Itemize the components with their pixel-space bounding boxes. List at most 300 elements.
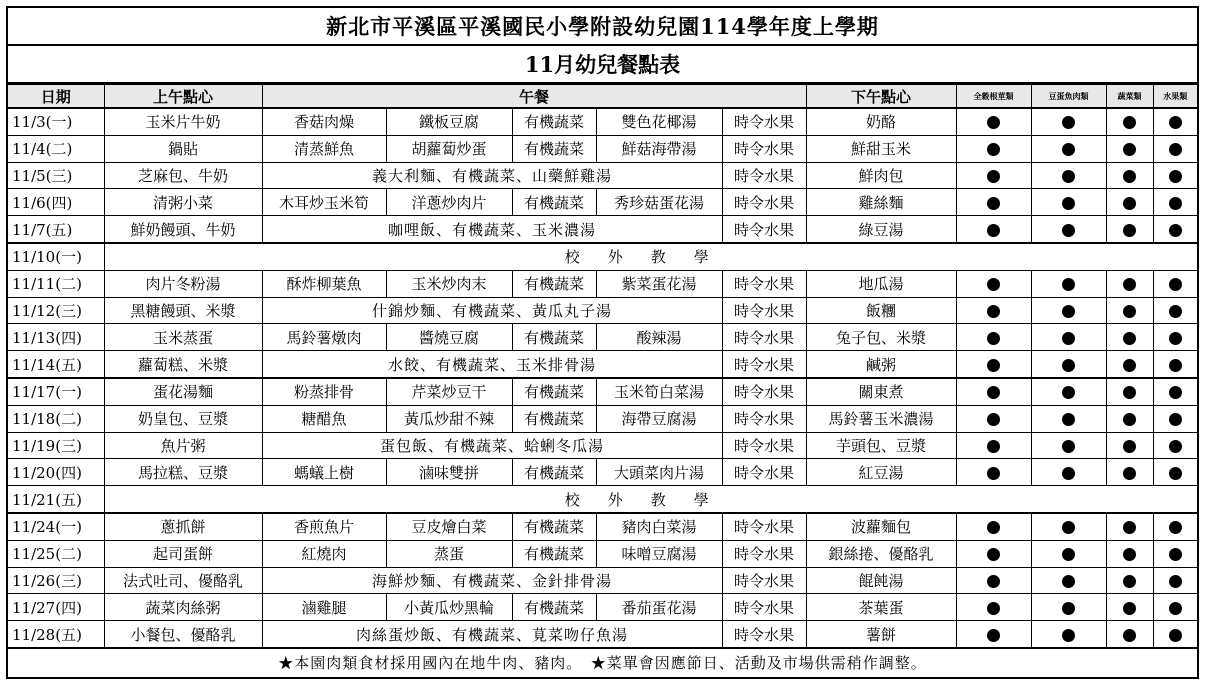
menu-row xyxy=(8,459,1197,486)
protein-check-cell xyxy=(1031,297,1106,324)
am-snack-cell: 蛋花湯麵 xyxy=(104,378,262,405)
fruit-check-cell xyxy=(1153,270,1197,297)
lunch-side-cell: 玉米炒肉末 xyxy=(386,270,512,297)
lunch-fruit-cell: 時令水果 xyxy=(722,459,806,486)
am-snack-cell: 芝麻包、牛奶 xyxy=(104,162,262,189)
filled-dot-icon xyxy=(1123,548,1136,561)
menu-row xyxy=(8,513,1197,540)
pm-snack-cell: 芋頭包、豆漿 xyxy=(806,432,956,459)
lunch-fruit-cell: 時令水果 xyxy=(722,432,806,459)
lunch-combined-cell: 什錦炒麵、有機蔬菜、黃瓜丸子湯 xyxy=(262,297,722,324)
pm-snack-cell: 飯糰 xyxy=(806,297,956,324)
lunch-fruit-cell: 時令水果 xyxy=(722,135,806,162)
filled-dot-icon xyxy=(987,575,1000,588)
filled-dot-icon xyxy=(1062,359,1075,372)
menu-row xyxy=(8,216,1197,243)
date-cell: 11/26(三) xyxy=(8,567,104,594)
date-cell: 11/11(二) xyxy=(8,270,104,297)
lunch-combined-cell: 海鮮炒麵、有機蔬菜、金針排骨湯 xyxy=(262,567,722,594)
filled-dot-icon xyxy=(1062,116,1075,129)
grains-check-cell xyxy=(956,351,1031,378)
header-lunch: 午餐 xyxy=(262,85,806,109)
vegetables-check-cell xyxy=(1106,108,1153,135)
filled-dot-icon xyxy=(1123,386,1136,399)
filled-dot-icon xyxy=(987,413,1000,426)
grains-check-cell xyxy=(956,405,1031,432)
vegetables-check-cell xyxy=(1106,189,1153,216)
protein-check-cell xyxy=(1031,459,1106,486)
menu-row xyxy=(8,135,1197,162)
pm-snack-cell: 餛飩湯 xyxy=(806,567,956,594)
menu-row xyxy=(8,594,1197,621)
filled-dot-icon xyxy=(1123,197,1136,210)
pm-snack-cell: 鹹粥 xyxy=(806,351,956,378)
protein-check-cell xyxy=(1031,540,1106,567)
lunch-side-cell: 洋蔥炒肉片 xyxy=(386,189,512,216)
lunch-soup-cell: 豬肉白菜湯 xyxy=(596,513,722,540)
lunch-soup-cell: 雙色花椰湯 xyxy=(596,108,722,135)
grains-check-cell xyxy=(956,108,1031,135)
pm-snack-cell: 鮮甜玉米 xyxy=(806,135,956,162)
protein-check-cell xyxy=(1031,189,1106,216)
protein-check-cell xyxy=(1031,108,1106,135)
pm-snack-cell: 關東煮 xyxy=(806,378,956,405)
header-pm-snack: 下午點心 xyxy=(806,85,956,109)
date-cell: 11/13(四) xyxy=(8,324,104,351)
lunch-vegetable-cell: 有機蔬菜 xyxy=(512,189,596,216)
grains-check-cell xyxy=(956,135,1031,162)
lunch-fruit-cell: 時令水果 xyxy=(722,540,806,567)
grains-check-cell xyxy=(956,432,1031,459)
filled-dot-icon xyxy=(1123,332,1136,345)
lunch-combined-cell: 義大利麵、有機蔬菜、山藥鮮雞湯 xyxy=(262,162,722,189)
am-snack-cell: 蘿蔔糕、米漿 xyxy=(104,351,262,378)
lunch-vegetable-cell: 有機蔬菜 xyxy=(512,108,596,135)
date-cell: 11/14(五) xyxy=(8,351,104,378)
menu-row xyxy=(8,621,1197,648)
filled-dot-icon xyxy=(1062,548,1075,561)
fruit-check-cell xyxy=(1153,297,1197,324)
fruit-check-cell xyxy=(1153,135,1197,162)
filled-dot-icon xyxy=(1062,413,1075,426)
filled-dot-icon xyxy=(987,467,1000,480)
lunch-side-cell: 黃瓜炒甜不辣 xyxy=(386,405,512,432)
date-cell: 11/20(四) xyxy=(8,459,104,486)
lunch-main-cell: 清蒸鮮魚 xyxy=(262,135,386,162)
fruit-check-cell xyxy=(1153,621,1197,648)
pm-snack-cell: 銀絲捲、優酪乳 xyxy=(806,540,956,567)
filled-dot-icon xyxy=(987,197,1000,210)
filled-dot-icon xyxy=(1169,602,1182,615)
lunch-soup-cell: 鮮菇海帶湯 xyxy=(596,135,722,162)
lunch-side-cell: 鐵板豆腐 xyxy=(386,108,512,135)
menu-row xyxy=(8,432,1197,459)
am-snack-cell: 清粥小菜 xyxy=(104,189,262,216)
filled-dot-icon xyxy=(1123,116,1136,129)
filled-dot-icon xyxy=(1123,521,1136,534)
filled-dot-icon xyxy=(1062,197,1075,210)
filled-dot-icon xyxy=(1062,143,1075,156)
filled-dot-icon xyxy=(1169,305,1182,318)
filled-dot-icon xyxy=(1123,575,1136,588)
fruit-check-cell xyxy=(1153,513,1197,540)
menu-row xyxy=(8,378,1197,405)
protein-check-cell xyxy=(1031,216,1106,243)
fruit-check-cell xyxy=(1153,189,1197,216)
pm-snack-cell: 兔子包、米漿 xyxy=(806,324,956,351)
filled-dot-icon xyxy=(1123,305,1136,318)
lunch-vegetable-cell: 有機蔬菜 xyxy=(512,513,596,540)
menu-row xyxy=(8,540,1197,567)
protein-check-cell xyxy=(1031,432,1106,459)
lunch-combined-cell: 咖哩飯、有機蔬菜、玉米濃湯 xyxy=(262,216,722,243)
fruit-check-cell xyxy=(1153,594,1197,621)
vegetables-check-cell xyxy=(1106,513,1153,540)
filled-dot-icon xyxy=(1169,332,1182,345)
grains-check-cell xyxy=(956,540,1031,567)
lunch-vegetable-cell: 有機蔬菜 xyxy=(512,594,596,621)
lunch-vegetable-cell: 有機蔬菜 xyxy=(512,324,596,351)
pm-snack-cell: 地瓜湯 xyxy=(806,270,956,297)
protein-check-cell xyxy=(1031,270,1106,297)
filled-dot-icon xyxy=(1123,467,1136,480)
date-cell: 11/27(四) xyxy=(8,594,104,621)
grains-check-cell xyxy=(956,621,1031,648)
lunch-side-cell: 醬燒豆腐 xyxy=(386,324,512,351)
lunch-fruit-cell: 時令水果 xyxy=(722,108,806,135)
lunch-main-cell: 酥炸柳葉魚 xyxy=(262,270,386,297)
lunch-soup-cell: 味噌豆腐湯 xyxy=(596,540,722,567)
date-cell: 11/4(二) xyxy=(8,135,104,162)
am-snack-cell: 蔥抓餅 xyxy=(104,513,262,540)
filled-dot-icon xyxy=(1062,305,1075,318)
lunch-main-cell: 糖醋魚 xyxy=(262,405,386,432)
filled-dot-icon xyxy=(1123,170,1136,183)
lunch-main-cell: 香煎魚片 xyxy=(262,513,386,540)
lunch-fruit-cell: 時令水果 xyxy=(722,216,806,243)
filled-dot-icon xyxy=(1169,440,1182,453)
filled-dot-icon xyxy=(1123,413,1136,426)
grains-check-cell xyxy=(956,216,1031,243)
protein-check-cell xyxy=(1031,405,1106,432)
am-snack-cell: 黑糖饅頭、米漿 xyxy=(104,297,262,324)
fruit-check-cell xyxy=(1153,432,1197,459)
lunch-soup-cell: 海帶豆腐湯 xyxy=(596,405,722,432)
filled-dot-icon xyxy=(1169,629,1182,642)
lunch-fruit-cell: 時令水果 xyxy=(722,513,806,540)
filled-dot-icon xyxy=(1123,629,1136,642)
header-date: 日期 xyxy=(8,85,104,109)
filled-dot-icon xyxy=(987,548,1000,561)
fruit-check-cell xyxy=(1153,351,1197,378)
am-snack-cell: 起司蛋餅 xyxy=(104,540,262,567)
grains-check-cell xyxy=(956,594,1031,621)
filled-dot-icon xyxy=(1123,278,1136,291)
lunch-side-cell: 芹菜炒豆干 xyxy=(386,378,512,405)
menu-row xyxy=(8,270,1197,297)
date-cell: 11/25(二) xyxy=(8,540,104,567)
lunch-fruit-cell: 時令水果 xyxy=(722,405,806,432)
menu-row xyxy=(8,297,1197,324)
menu-row xyxy=(8,567,1197,594)
filled-dot-icon xyxy=(987,602,1000,615)
filled-dot-icon xyxy=(987,521,1000,534)
date-cell: 11/5(三) xyxy=(8,162,104,189)
lunch-main-cell: 紅燒肉 xyxy=(262,540,386,567)
lunch-main-cell: 滷雞腿 xyxy=(262,594,386,621)
protein-check-cell xyxy=(1031,594,1106,621)
menu-row xyxy=(8,351,1197,378)
vegetables-check-cell xyxy=(1106,567,1153,594)
grains-check-cell xyxy=(956,567,1031,594)
grains-check-cell xyxy=(956,378,1031,405)
menu-row xyxy=(8,486,1197,513)
lunch-side-cell: 小黃瓜炒黑輪 xyxy=(386,594,512,621)
header-am-snack: 上午點心 xyxy=(104,85,262,109)
grains-check-cell xyxy=(956,162,1031,189)
lunch-side-cell: 滷味雙拼 xyxy=(386,459,512,486)
fruit-check-cell xyxy=(1153,324,1197,351)
am-snack-cell: 玉米蒸蛋 xyxy=(104,324,262,351)
lunch-fruit-cell: 時令水果 xyxy=(722,324,806,351)
filled-dot-icon xyxy=(987,224,1000,237)
lunch-soup-cell: 番茄蛋花湯 xyxy=(596,594,722,621)
lunch-fruit-cell: 時令水果 xyxy=(722,621,806,648)
lunch-combined-cell: 水餃、有機蔬菜、玉米排骨湯 xyxy=(262,351,722,378)
grains-check-cell xyxy=(956,459,1031,486)
filled-dot-icon xyxy=(1169,197,1182,210)
vegetables-check-cell xyxy=(1106,297,1153,324)
filled-dot-icon xyxy=(987,116,1000,129)
filled-dot-icon xyxy=(1062,467,1075,480)
header-grains: 全穀根莖類 xyxy=(956,85,1031,109)
filled-dot-icon xyxy=(1123,224,1136,237)
lunch-fruit-cell: 時令水果 xyxy=(722,162,806,189)
filled-dot-icon xyxy=(1169,521,1182,534)
vegetables-check-cell xyxy=(1106,621,1153,648)
lunch-side-cell: 豆皮燴白菜 xyxy=(386,513,512,540)
am-snack-cell: 魚片粥 xyxy=(104,432,262,459)
filled-dot-icon xyxy=(1062,602,1075,615)
filled-dot-icon xyxy=(1062,521,1075,534)
filled-dot-icon xyxy=(1062,170,1075,183)
protein-check-cell xyxy=(1031,378,1106,405)
lunch-fruit-cell: 時令水果 xyxy=(722,189,806,216)
lunch-fruit-cell: 時令水果 xyxy=(722,297,806,324)
filled-dot-icon xyxy=(987,332,1000,345)
vegetables-check-cell xyxy=(1106,162,1153,189)
filled-dot-icon xyxy=(987,143,1000,156)
filled-dot-icon xyxy=(987,386,1000,399)
header-fruit: 水果類 xyxy=(1153,85,1197,109)
filled-dot-icon xyxy=(1169,575,1182,588)
lunch-soup-cell: 玉米筍白菜湯 xyxy=(596,378,722,405)
lunch-fruit-cell: 時令水果 xyxy=(722,351,806,378)
vegetables-check-cell xyxy=(1106,351,1153,378)
pm-snack-cell: 雞絲麵 xyxy=(806,189,956,216)
pm-snack-cell: 綠豆湯 xyxy=(806,216,956,243)
lunch-soup-cell: 大頭菜肉片湯 xyxy=(596,459,722,486)
filled-dot-icon xyxy=(1123,143,1136,156)
menu-table xyxy=(8,84,1197,648)
filled-dot-icon xyxy=(987,278,1000,291)
page-subtitle: 11月幼兒餐點表 xyxy=(8,46,1197,84)
vegetables-check-cell xyxy=(1106,216,1153,243)
protein-check-cell xyxy=(1031,135,1106,162)
fruit-check-cell xyxy=(1153,459,1197,486)
am-snack-cell: 蔬菜肉絲粥 xyxy=(104,594,262,621)
header-vegetables: 蔬菜類 xyxy=(1106,85,1153,109)
menu-row xyxy=(8,324,1197,351)
lunch-vegetable-cell: 有機蔬菜 xyxy=(512,405,596,432)
menu-row xyxy=(8,162,1197,189)
lunch-fruit-cell: 時令水果 xyxy=(722,378,806,405)
grains-check-cell xyxy=(956,189,1031,216)
vegetables-check-cell xyxy=(1106,324,1153,351)
lunch-soup-cell: 酸辣湯 xyxy=(596,324,722,351)
filled-dot-icon xyxy=(987,359,1000,372)
vegetables-check-cell xyxy=(1106,378,1153,405)
am-snack-cell: 法式吐司、優酪乳 xyxy=(104,567,262,594)
lunch-side-cell: 胡蘿蔔炒蛋 xyxy=(386,135,512,162)
lunch-fruit-cell: 時令水果 xyxy=(722,270,806,297)
filled-dot-icon xyxy=(1062,440,1075,453)
lunch-combined-cell: 肉絲蛋炒飯、有機蔬菜、莧菜吻仔魚湯 xyxy=(262,621,722,648)
pm-snack-cell: 奶酪 xyxy=(806,108,956,135)
date-cell: 11/19(三) xyxy=(8,432,104,459)
filled-dot-icon xyxy=(1123,359,1136,372)
filled-dot-icon xyxy=(1062,386,1075,399)
footer-note: ★本園肉類食材採用國內在地牛肉、豬肉。 ★菜單會因應節日、活動及市場供需稍作調整。 xyxy=(8,648,1197,677)
menu-row xyxy=(8,108,1197,135)
filled-dot-icon xyxy=(1169,224,1182,237)
fruit-check-cell xyxy=(1153,405,1197,432)
page-title: 新北市平溪區平溪國民小學附設幼兒園114學年度上學期 xyxy=(8,8,1197,46)
filled-dot-icon xyxy=(987,305,1000,318)
lunch-main-cell: 粉蒸排骨 xyxy=(262,378,386,405)
fruit-check-cell xyxy=(1153,108,1197,135)
lunch-combined-cell: 蛋包飯、有機蔬菜、蛤蜊冬瓜湯 xyxy=(262,432,722,459)
am-snack-cell: 奶皇包、豆漿 xyxy=(104,405,262,432)
pm-snack-cell: 茶葉蛋 xyxy=(806,594,956,621)
filled-dot-icon xyxy=(1169,386,1182,399)
date-cell: 11/10(一) xyxy=(8,243,104,270)
lunch-main-cell: 螞蟻上樹 xyxy=(262,459,386,486)
lunch-fruit-cell: 時令水果 xyxy=(722,594,806,621)
filled-dot-icon xyxy=(987,440,1000,453)
pm-snack-cell: 薯餅 xyxy=(806,621,956,648)
date-cell: 11/24(一) xyxy=(8,513,104,540)
fruit-check-cell xyxy=(1153,567,1197,594)
date-cell: 11/17(一) xyxy=(8,378,104,405)
vegetables-check-cell xyxy=(1106,270,1153,297)
am-snack-cell: 小餐包、優酪乳 xyxy=(104,621,262,648)
vegetables-check-cell xyxy=(1106,432,1153,459)
filled-dot-icon xyxy=(1169,143,1182,156)
menu-row xyxy=(8,243,1197,270)
date-cell: 11/28(五) xyxy=(8,621,104,648)
protein-check-cell xyxy=(1031,162,1106,189)
am-snack-cell: 肉片冬粉湯 xyxy=(104,270,262,297)
filled-dot-icon xyxy=(1062,224,1075,237)
pm-snack-cell: 波蘿麵包 xyxy=(806,513,956,540)
filled-dot-icon xyxy=(987,170,1000,183)
protein-check-cell xyxy=(1031,324,1106,351)
grains-check-cell xyxy=(956,513,1031,540)
date-cell: 11/7(五) xyxy=(8,216,104,243)
filled-dot-icon xyxy=(1169,548,1182,561)
protein-check-cell xyxy=(1031,513,1106,540)
lunch-side-cell: 蒸蛋 xyxy=(386,540,512,567)
filled-dot-icon xyxy=(1123,602,1136,615)
protein-check-cell xyxy=(1031,351,1106,378)
lunch-main-cell: 木耳炒玉米筍 xyxy=(262,189,386,216)
date-cell: 11/18(二) xyxy=(8,405,104,432)
grains-check-cell xyxy=(956,324,1031,351)
date-cell: 11/3(一) xyxy=(8,108,104,135)
filled-dot-icon xyxy=(987,629,1000,642)
filled-dot-icon xyxy=(1169,413,1182,426)
menu-row xyxy=(8,405,1197,432)
date-cell: 11/6(四) xyxy=(8,189,104,216)
pm-snack-cell: 馬鈴薯玉米濃湯 xyxy=(806,405,956,432)
vegetables-check-cell xyxy=(1106,405,1153,432)
vegetables-check-cell xyxy=(1106,540,1153,567)
pm-snack-cell: 鮮肉包 xyxy=(806,162,956,189)
date-cell: 11/12(三) xyxy=(8,297,104,324)
filled-dot-icon xyxy=(1123,440,1136,453)
menu-row xyxy=(8,189,1197,216)
fruit-check-cell xyxy=(1153,540,1197,567)
am-snack-cell: 鍋貼 xyxy=(104,135,262,162)
am-snack-cell: 馬拉糕、豆漿 xyxy=(104,459,262,486)
filled-dot-icon xyxy=(1062,575,1075,588)
vegetables-check-cell xyxy=(1106,594,1153,621)
protein-check-cell xyxy=(1031,621,1106,648)
lunch-fruit-cell: 時令水果 xyxy=(722,567,806,594)
fruit-check-cell xyxy=(1153,216,1197,243)
lunch-main-cell: 香菇肉燥 xyxy=(262,108,386,135)
am-snack-cell: 鮮奶饅頭、牛奶 xyxy=(104,216,262,243)
header-protein: 豆蛋魚肉類 xyxy=(1031,85,1106,109)
grains-check-cell xyxy=(956,297,1031,324)
filled-dot-icon xyxy=(1062,332,1075,345)
header-row xyxy=(8,85,1197,109)
filled-dot-icon xyxy=(1169,278,1182,291)
am-snack-cell: 玉米片牛奶 xyxy=(104,108,262,135)
lunch-soup-cell: 秀珍菇蛋花湯 xyxy=(596,189,722,216)
lunch-vegetable-cell: 有機蔬菜 xyxy=(512,378,596,405)
lunch-vegetable-cell: 有機蔬菜 xyxy=(512,270,596,297)
pm-snack-cell: 紅豆湯 xyxy=(806,459,956,486)
date-cell: 11/21(五) xyxy=(8,486,104,513)
grains-check-cell xyxy=(956,270,1031,297)
fruit-check-cell xyxy=(1153,162,1197,189)
lunch-vegetable-cell: 有機蔬菜 xyxy=(512,540,596,567)
vegetables-check-cell xyxy=(1106,135,1153,162)
filled-dot-icon xyxy=(1062,629,1075,642)
field-trip-cell: 校外教學 xyxy=(104,486,1197,513)
field-trip-cell: 校外教學 xyxy=(104,243,1197,270)
fruit-check-cell xyxy=(1153,378,1197,405)
lunch-vegetable-cell: 有機蔬菜 xyxy=(512,459,596,486)
lunch-vegetable-cell: 有機蔬菜 xyxy=(512,135,596,162)
menu-sheet xyxy=(6,6,1199,679)
filled-dot-icon xyxy=(1169,467,1182,480)
lunch-main-cell: 馬鈴薯燉肉 xyxy=(262,324,386,351)
filled-dot-icon xyxy=(1169,116,1182,129)
protein-check-cell xyxy=(1031,567,1106,594)
